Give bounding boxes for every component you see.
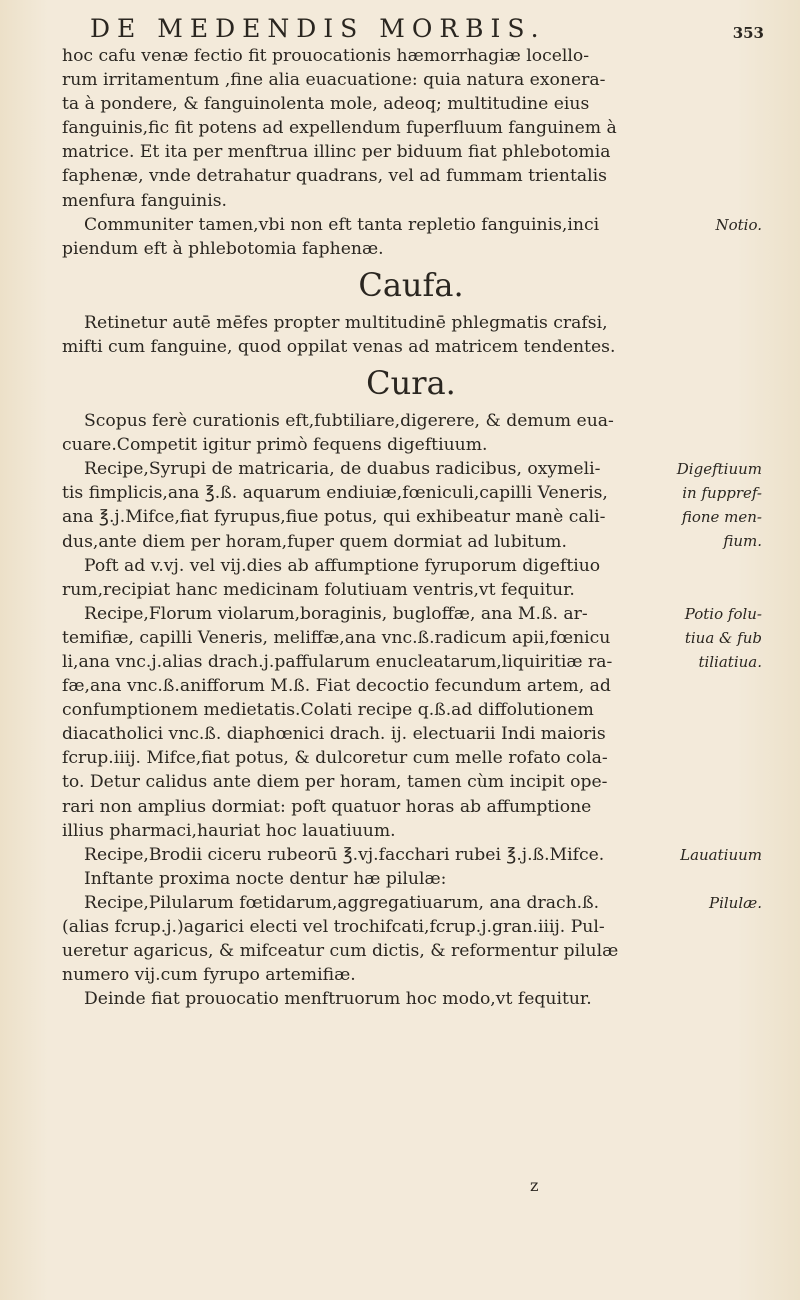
catchword: z: [530, 1176, 539, 1195]
paragraph-2: [62, 311, 760, 359]
text-line: mifti cum fanguine, quod oppilat venas ad matricem tendentes.: [62, 336, 616, 357]
page-number: 353: [732, 24, 764, 42]
text-line: Inftante proxima nocte dentur hæ pilulæ:: [84, 868, 447, 889]
text-line: cuare.Competit igitur primò fequens digeftiuum.: [62, 435, 488, 456]
text-line: dus,ante diem per horam,fuper quem dormiat ad lubitum.: [62, 531, 567, 552]
text-line: hoc cafu venæ fectio fit prouocationis hæmorrhagiæ locello-: [62, 46, 590, 66]
text-line: numero vij.cum fyrupo artemifiæ.: [62, 965, 356, 986]
margin-note: Digeftiuum: [676, 460, 762, 479]
text-line: illius pharmaci,hauriat hoc lauatiuum.: [62, 820, 396, 841]
section-heading-cura: Cura.: [366, 364, 456, 403]
text-line: Recipe,Brodii ciceru rubeorū ℥.vj.facchari rubei ℥.j.ß.Mifce.: [84, 844, 605, 865]
text-line: rum,recipiat hanc medicinam folutiuam ventris,vt fequitur.: [62, 579, 575, 600]
margin-note: fione men-: [681, 508, 762, 527]
text-line: ana ℥.j.Mifce,fiat fyrupus,fiue potus, qui exhibeatur manè cali-: [62, 507, 606, 528]
section-heading-causa: Caufa.: [358, 265, 464, 304]
text-line: temifiæ, capilli Veneris, meliffæ,ana vnc.ß.radicum apii,fœnicu: [62, 627, 611, 648]
margin-note: Notio.: [715, 215, 762, 234]
text-line: Retinetur autē mēfes propter multitudinē phlegmatis crafsi,: [84, 312, 608, 333]
text-line: piendum eft à phlebotomia faphenæ.: [62, 238, 384, 259]
margin-note: Potio folu-: [684, 605, 762, 624]
margin-note: Lauatiuum: [680, 846, 762, 865]
text-line: faphenæ, vnde detrahatur quadrans, vel ad fummam trientalis: [62, 166, 607, 187]
page-body: [62, 44, 760, 1011]
text-line: to. Detur calidus ante diem per horam, tamen cùm incipit ope-: [62, 772, 608, 793]
text-line: rari non amplius dormiat: poft quatuor horas ab affumptione: [62, 796, 592, 817]
text-line: Poft ad v.vj. vel vij.dies ab affumptione fyruporum digeftiuo: [84, 555, 601, 576]
text-line: tis fimplicis,ana ℥.ß. aquarum endiuiæ,fœniculi,capilli Veneris,: [62, 483, 608, 504]
text-line: Deinde fiat prouocatio menftruorum hoc modo,vt fequitur.: [84, 989, 592, 1010]
text-line: Recipe,Pilularum fœtidarum,aggregatiuarum, ana drach.ß.: [84, 892, 600, 913]
margin-note: Pilulæ.: [708, 894, 762, 913]
text-line-content: Communiter tamen,vbi non eft tanta repletio fanguinis,inci: [84, 214, 600, 235]
text-line: matrice. Et ita per menftrua illinc per biduum fiat phlebotomia: [62, 142, 611, 163]
text-line: li,ana vnc.j.alias drach.j.paffularum enucleatarum,liquiritiæ ra-: [62, 651, 613, 672]
margin-note: tiliatiua.: [698, 653, 762, 672]
running-head: DE MEDENDIS MORBIS.: [90, 14, 546, 43]
text-line: fæ,ana vnc.ß.anifforum M.ß. Fiat decoctio fecundum artem, ad: [62, 676, 611, 697]
text-line: ueretur agaricus, & mifceatur cum dictis, & reformentur pilulæ: [62, 941, 619, 962]
page-header: [62, 10, 764, 44]
margin-note: in fuppref-: [682, 484, 762, 503]
text-line: Scopus ferè curationis eft,fubtiliare,digerere, & demum eua-: [84, 411, 614, 432]
margin-note: tiua & fub: [684, 629, 762, 648]
text-line: rum irritamentum ,fine alia euacuatione: quia natura exonera-: [62, 70, 606, 91]
text-line: Recipe,Florum violarum,boraginis, bugloffæ, ana M.ß. ar-: [84, 603, 588, 624]
paragraph-1: [62, 44, 760, 261]
text-line: confumptionem medietatis.Colati recipe q.ß.ad diffolutionem: [62, 700, 594, 721]
text-line: fcrup.iiij. Mifce,fiat potus, & dulcoretur cum melle rofato cola-: [62, 748, 608, 769]
paragraph-3: [62, 409, 760, 1011]
margin-note: fium.: [723, 532, 762, 551]
text-line: menfura fanguinis.: [62, 190, 227, 211]
text-line: (alias fcrup.j.)agarici electi vel trochifcati,fcrup.j.gran.iiij. Pul-: [62, 917, 605, 937]
text-line: fanguinis,fic fit potens ad expellendum fuperfluum fanguinem à: [62, 118, 617, 139]
text-line: Recipe,Syrupi de matricaria, de duabus radicibus, oxymeli-: [84, 459, 601, 480]
text-line: ta à pondere, & fanguinolenta mole, adeoq; multitudine eius: [62, 94, 590, 115]
text-line: [62, 213, 760, 237]
text-line: diacatholici vnc.ß. diaphœnici drach. ij. electuarii Indi maioris: [62, 724, 606, 745]
